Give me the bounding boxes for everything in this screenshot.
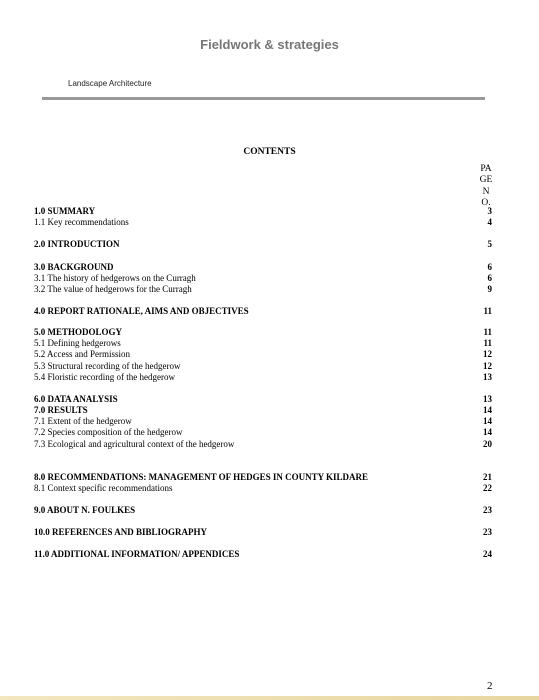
toc-entry bbox=[34, 505, 492, 516]
toc-entry-page: 11 bbox=[483, 327, 492, 337]
toc-entry bbox=[34, 405, 492, 416]
toc-entry-page: 13 bbox=[483, 372, 492, 382]
toc-entry bbox=[34, 206, 492, 217]
page-number-heading-line: N bbox=[482, 186, 490, 197]
toc-entry-page: 5 bbox=[487, 239, 492, 249]
toc-entry-label: 3.2 The value of hedgerows for the Curragh bbox=[34, 284, 192, 294]
toc-entry bbox=[34, 416, 492, 427]
toc-entry-page: 24 bbox=[483, 549, 492, 559]
toc-entry-page: 21 bbox=[483, 472, 492, 482]
toc-entry-label: 5.2 Access and Permission bbox=[34, 349, 130, 359]
page-number: 2 bbox=[487, 680, 493, 692]
toc-entry-page: 22 bbox=[483, 483, 492, 493]
document-header-subtitle: Landscape Architecture bbox=[68, 79, 152, 88]
toc-entry bbox=[34, 394, 492, 405]
toc-entry-page: 14 bbox=[483, 416, 492, 426]
toc-entry bbox=[34, 361, 492, 372]
toc-entry-label: 1.0 SUMMARY bbox=[34, 206, 96, 216]
toc-entry bbox=[34, 239, 492, 250]
toc-entry bbox=[34, 284, 492, 295]
toc-entry-label: 2.0 INTRODUCTION bbox=[34, 239, 120, 249]
toc-entry bbox=[34, 372, 492, 383]
toc-entry-page: 11 bbox=[483, 306, 492, 316]
toc-entry-label: 7.3 Ecological and agricultural context of the hedgerow bbox=[34, 439, 235, 449]
header-divider bbox=[42, 97, 485, 100]
toc-entry-page: 13 bbox=[483, 394, 492, 404]
toc-entry-page: 23 bbox=[483, 505, 492, 515]
toc-entry-label: 3.1 The history of hedgerows on the Curragh bbox=[34, 273, 196, 283]
toc-entry bbox=[34, 439, 492, 450]
toc-entry-label: 7.0 RESULTS bbox=[34, 405, 88, 415]
toc-entry-label: 3.0 BACKGROUND bbox=[34, 262, 114, 272]
toc-entry bbox=[34, 262, 492, 273]
toc-entry-page: 14 bbox=[483, 427, 492, 437]
contents-title: CONTENTS bbox=[243, 147, 296, 157]
page-number-heading-line: PA bbox=[480, 164, 492, 174]
page-number-heading-line: O. bbox=[481, 197, 491, 208]
toc-entry-page: 6 bbox=[487, 273, 492, 283]
toc-entry-page: 11 bbox=[483, 338, 492, 348]
toc-entry-label: 5.4 Floristic recording of the hedgerow bbox=[34, 372, 175, 382]
toc-entry bbox=[34, 327, 492, 338]
toc-entry-page: 14 bbox=[483, 405, 492, 415]
toc-entry bbox=[34, 472, 492, 483]
toc-entry bbox=[34, 273, 492, 284]
toc-entry-label: 11.0 ADDITIONAL INFORMATION/ APPENDICES bbox=[34, 549, 240, 559]
toc-entry-page: 12 bbox=[483, 361, 492, 371]
toc-entry-label: 4.0 REPORT RATIONALE, AIMS AND OBJECTIVES bbox=[34, 306, 249, 316]
toc-entry bbox=[34, 217, 492, 228]
toc-entry bbox=[34, 483, 492, 494]
toc-entry-page: 3 bbox=[487, 206, 492, 216]
bottom-border-strip bbox=[0, 696, 539, 700]
toc-entry-page: 4 bbox=[487, 217, 492, 227]
toc-entry-label: 5.3 Structural recording of the hedgerow bbox=[34, 361, 181, 371]
toc-entry-page: 20 bbox=[483, 439, 492, 449]
toc-entry bbox=[34, 527, 492, 538]
toc-entry bbox=[34, 349, 492, 360]
toc-entry-label: 9.0 ABOUT N. FOULKES bbox=[34, 505, 136, 515]
document-header-title: Fieldwork & strategies bbox=[200, 37, 339, 52]
toc-entry-label: 8.0 RECOMMENDATIONS: MANAGEMENT OF HEDGES IN COUNTY KILDARE bbox=[34, 472, 369, 482]
toc-entry-label: 1.1 Key recommendations bbox=[34, 217, 129, 227]
toc-entry bbox=[34, 549, 492, 560]
toc-entry-label: 8.1 Context specific recommendations bbox=[34, 483, 173, 493]
toc-entry-label: 7.2 Species composition of the hedgerow bbox=[34, 427, 183, 437]
toc-entry-label: 6.0 DATA ANALYSIS bbox=[34, 394, 118, 404]
toc-entry-page: 12 bbox=[483, 349, 492, 359]
toc-entry bbox=[34, 338, 492, 349]
toc-entry-label: 5.1 Defining hedgerows bbox=[34, 338, 121, 348]
toc-entry bbox=[34, 427, 492, 438]
page-number-column-heading bbox=[478, 164, 494, 209]
toc-entry-label: 5.0 METHODOLOGY bbox=[34, 327, 123, 337]
toc-entry-page: 6 bbox=[487, 262, 492, 272]
toc-entry-page: 9 bbox=[487, 284, 492, 294]
toc-entry bbox=[34, 306, 492, 317]
toc-entry-page: 23 bbox=[483, 527, 492, 537]
toc-entry-label: 7.1 Extent of the hedgerow bbox=[34, 416, 132, 426]
page-number-heading-line: GE bbox=[479, 175, 493, 186]
toc-entry-label: 10.0 REFERENCES AND BIBLIOGRAPHY bbox=[34, 527, 208, 537]
